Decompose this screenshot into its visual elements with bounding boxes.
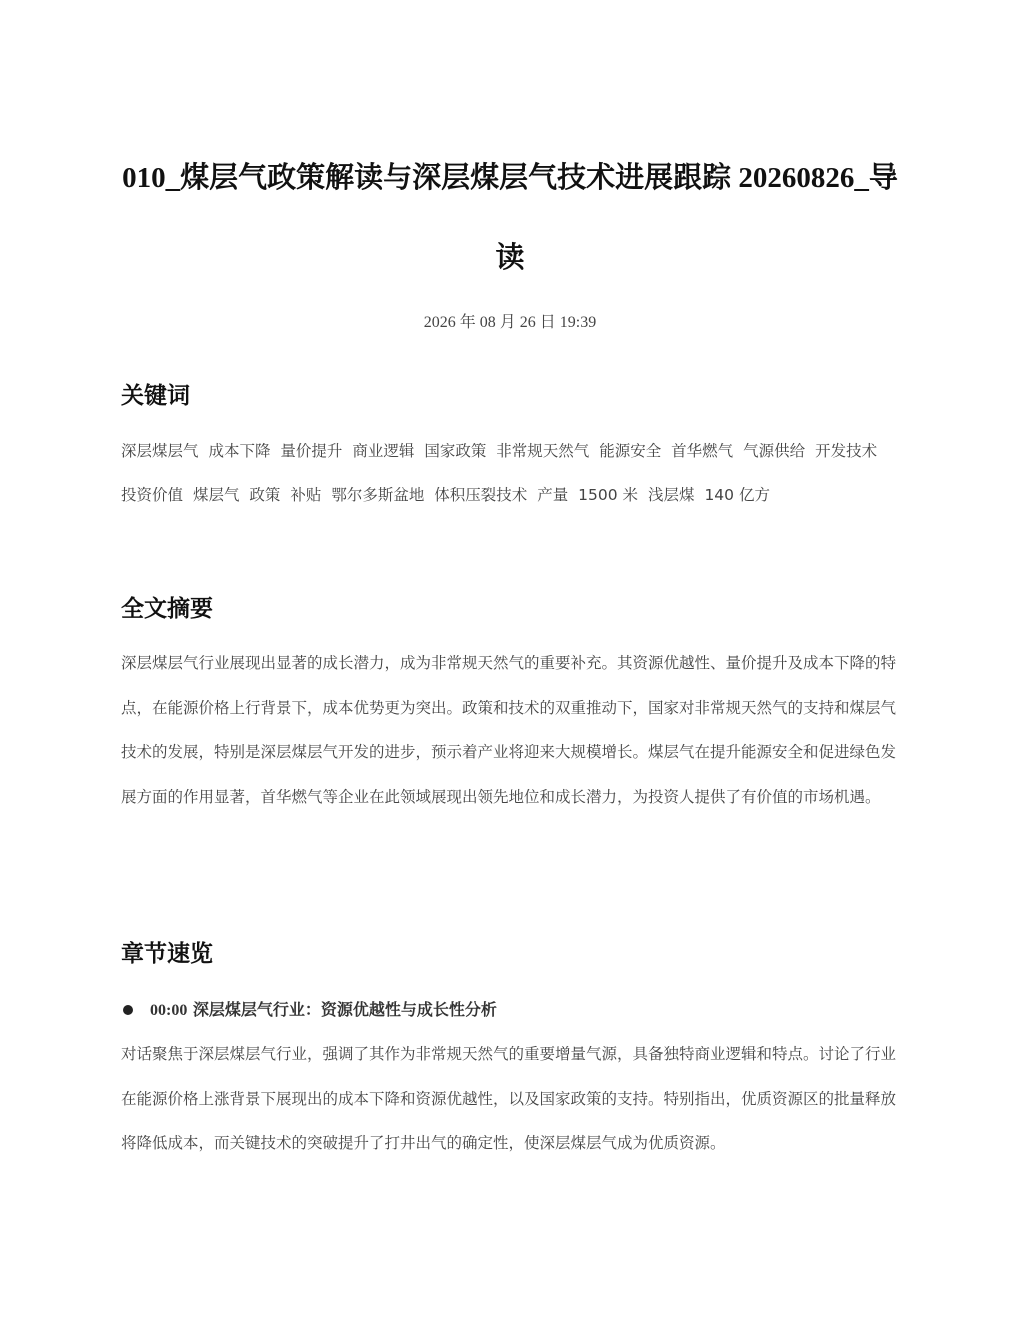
keyword-tag: 补贴 <box>290 486 322 504</box>
keyword-tag: 首华燃气 <box>671 442 734 460</box>
chapter-time: 00:00 <box>150 1002 188 1019</box>
chapters-heading: 章节速览 <box>121 941 213 967</box>
keyword-tag: 鄂尔多斯盆地 <box>331 486 425 504</box>
chapter-title: 深层煤层气行业：资源优越性与成长性分析 <box>192 1000 497 1019</box>
summary-text: 深层煤层气行业展现出显著的成长潜力，成为非常规天然气的重要补充。其资源优越性、量价提升及成本下降的特点，在能源价格上行背景下，成本优势更为突出。政策和技术的双重推动下，国家对非常规天然气的支持和煤层气技术的发展，特别是深层煤层气开发的进步，预示着产业将迎来大规模增长。煤层气在提升能源安全和促进绿色发展方面的作用显著，首华燃气等企业在此领域展现出领先地位和成长潜力，为投资人提供了有价值的市场机遇。 <box>121 654 897 806</box>
keyword-tag: 140 亿方 <box>704 486 770 504</box>
keyword-tag: 体积压裂技术 <box>434 486 528 504</box>
keyword-tag: 煤层气 <box>192 486 240 504</box>
keyword-tag: 产量 <box>537 486 569 504</box>
chapter-item <box>121 997 899 1023</box>
keyword-tag: 量价提升 <box>280 442 343 460</box>
document-title: 010_煤层气政策解读与深层煤层气技术进展跟踪 20260826_导读 <box>122 162 898 274</box>
keywords-list <box>121 429 899 517</box>
keyword-tag: 成本下降 <box>208 442 271 460</box>
keyword-tag: 气源供给 <box>743 442 806 460</box>
keyword-tag: 1500 米 <box>578 486 639 504</box>
keyword-tag: 浅层煤 <box>647 486 695 504</box>
keyword-tag: 政策 <box>249 486 281 504</box>
keyword-tag: 能源安全 <box>599 442 662 460</box>
bullet-icon <box>123 1005 133 1015</box>
keyword-tag: 深层煤层气 <box>121 442 199 460</box>
keyword-tag: 商业逻辑 <box>352 442 415 460</box>
keyword-tag: 非常规天然气 <box>496 442 590 460</box>
keyword-tag: 投资价值 <box>121 486 184 504</box>
document-date: 2026 年 08 月 26 日 19:39 <box>423 314 597 331</box>
keyword-tag: 开发技术 <box>815 442 878 460</box>
keyword-tag: 国家政策 <box>424 442 487 460</box>
chapter-heading <box>150 997 497 1024</box>
chapter-text: 对话聚焦于深层煤层气行业，强调了其作为非常规天然气的重要增量气源，具备独特商业逻辑和特点。讨论了行业在能源价格上涨背景下展现出的成本下降和资源优越性，以及国家政策的支持。特别指出，优质资源区的批量释放将降低成本，而关键技术的突破提升了打井出气的确定性，使深层煤层气成为优质资源。 <box>121 1045 897 1152</box>
keywords-heading: 关键词 <box>121 383 190 409</box>
summary-heading: 全文摘要 <box>121 596 213 622</box>
